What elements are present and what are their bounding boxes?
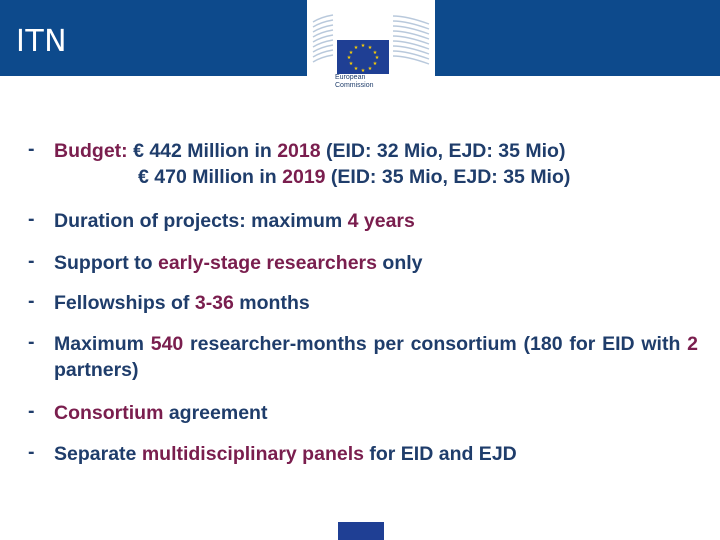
budget-line1-b: (EID: 32 Mio, EJD: 35 Mio) <box>320 140 566 162</box>
bullet-dash: - <box>28 441 35 463</box>
bullet-support <box>28 250 423 276</box>
budget-year-2018: 2018 <box>277 140 321 162</box>
budget-year-2019: 2019 <box>282 166 326 188</box>
svg-text:★: ★ <box>348 61 354 67</box>
eu-flag-icon <box>338 522 384 540</box>
svg-text:★: ★ <box>346 55 352 61</box>
fellowships-text-c: months <box>233 292 310 314</box>
consortium-text: agreement <box>163 402 268 424</box>
panels-highlight: multidisciplinary panels <box>141 443 364 465</box>
panels-text-c: for EID and EJD <box>363 443 517 465</box>
svg-text:★: ★ <box>367 66 373 72</box>
maximum-value: 540 <box>150 333 184 355</box>
duration-value: 4 years <box>347 210 415 232</box>
european-commission-logo-icon <box>307 0 435 74</box>
bullet-fellowships <box>28 290 310 316</box>
maximum-text-c: researcher-months per consortium (180 for EID with <box>183 333 688 355</box>
svg-text:★: ★ <box>360 68 366 74</box>
bullet-dash: - <box>28 208 35 230</box>
bullet-budget <box>28 138 570 190</box>
european-commission-logo <box>307 0 435 98</box>
bullet-panels <box>28 441 517 467</box>
logo-org-line1: European <box>335 74 366 81</box>
support-text-c: only <box>376 252 423 274</box>
svg-text:★: ★ <box>374 55 380 61</box>
fellowships-text-a: Fellowships of <box>54 292 195 314</box>
svg-text:★: ★ <box>360 43 366 49</box>
partners-count: 2 <box>687 333 698 355</box>
fellowships-range: 3-36 <box>194 292 234 314</box>
bullet-dash: - <box>28 400 35 422</box>
svg-text:★: ★ <box>348 50 354 56</box>
slide-title: ITN <box>16 24 68 59</box>
budget-label: Budget: <box>54 140 128 162</box>
support-text-a: Support to <box>54 252 158 274</box>
logo-caption <box>335 74 405 90</box>
budget-line2-a: € 470 Million in <box>138 166 283 188</box>
svg-text:★: ★ <box>353 66 359 72</box>
support-highlight: early-stage researchers <box>157 252 377 274</box>
bullet-dash: - <box>28 290 35 312</box>
budget-line2-b: (EID: 35 Mio, EJD: 35 Mio) <box>325 166 571 188</box>
svg-text:★: ★ <box>367 45 373 51</box>
svg-text:★: ★ <box>372 61 378 67</box>
maximum-text-a: Maximum <box>54 333 151 355</box>
panels-text-a: Separate <box>54 443 142 465</box>
bullet-consortium <box>28 400 267 426</box>
duration-text: Duration of projects: maximum <box>54 210 348 232</box>
svg-text:★: ★ <box>372 50 378 56</box>
maximum-text-e: partners) <box>54 359 139 381</box>
logo-org-line2: Commission <box>335 82 374 89</box>
budget-line1-a: € 442 Million in <box>133 140 278 162</box>
bullet-dash: - <box>28 138 35 160</box>
bullet-dash: - <box>28 250 35 272</box>
svg-text:★: ★ <box>353 45 359 51</box>
bullet-duration <box>28 208 415 234</box>
bullet-maximum <box>28 331 698 383</box>
bullet-dash: - <box>28 331 35 353</box>
consortium-highlight: Consortium <box>54 402 164 424</box>
